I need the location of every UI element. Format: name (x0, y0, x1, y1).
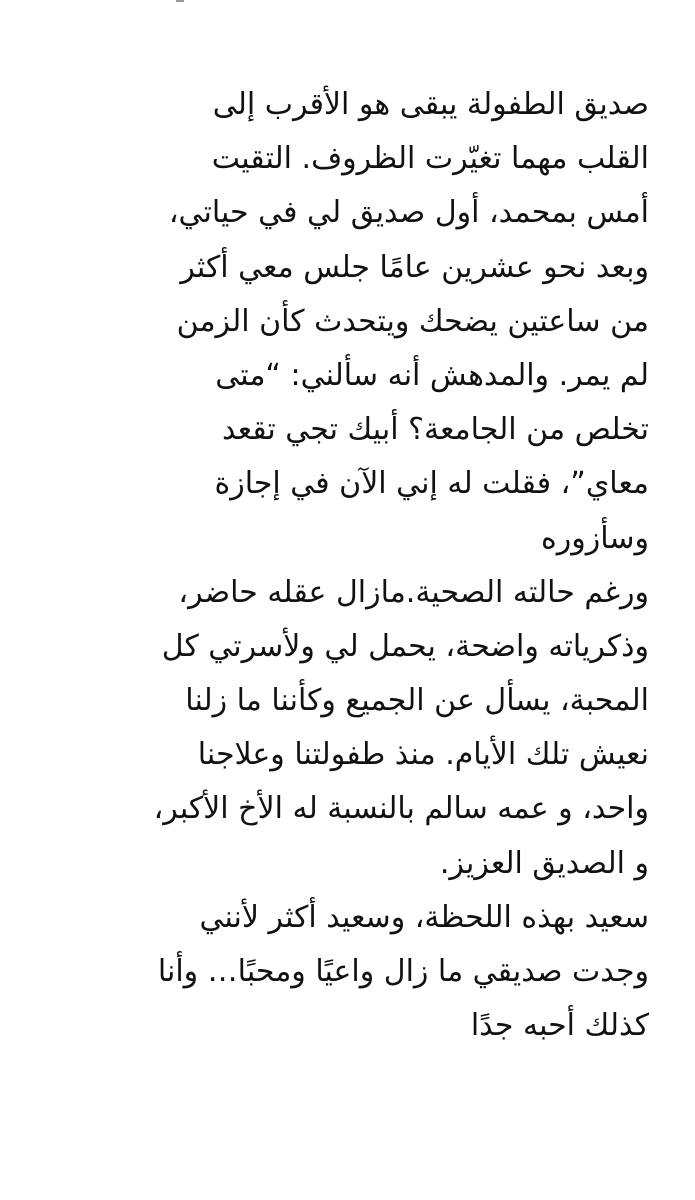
note-line: ورغم حالته الصحية.مازال عقله حاضر، (178, 574, 649, 610)
note-line: وذكرياته واضحة، يحمل لي ولأسرتي كل (161, 628, 649, 664)
note-line: المحبة، يسأل عن الجميع وكأننا ما زلنا (185, 683, 649, 719)
note-line: نعيش تلك الأيام. منذ طفولتنا وعلاجنا (197, 737, 649, 773)
note-line: القلب مهما تغيّرت الظروف. التقيت (211, 141, 649, 177)
note-line: وبعد نحو عشرين عامًا جلس معي أكثر (180, 249, 649, 285)
note-line: من ساعتين يضحك ويتحدث كأن الزمن (176, 303, 649, 339)
note-body (39, 78, 649, 1053)
note-line: وسأزوره (541, 520, 649, 556)
note-line: سعيد بهذه اللحظة، وسعيد أكثر لأنني (199, 899, 649, 935)
note-line: صديق الطفولة يبقى هو الأقرب إلى (212, 87, 649, 122)
note-line: أمس بمحمد، أول صديق لي في حياتي، (168, 195, 649, 231)
status-bar-remnant (176, 0, 184, 2)
note-line: معاي”، فقلت له إني الآن في إجازة (214, 466, 649, 502)
note-line: و الصديق العزيز. (439, 845, 649, 881)
note-line: وجدت صديقي ما زال واعيًا ومحبًا… وأنا (157, 954, 649, 989)
note-line: كذلك أحبه جدًا (470, 1008, 649, 1044)
note-line: واحد، و عمه سالم بالنسبة له الأخ الأكبر، (153, 791, 649, 827)
note-line: لم يمر. والمدهش أنه سألني: “متى (215, 357, 649, 393)
note-line: تخلص من الجامعة؟ أبيك تجي تقعد (221, 412, 649, 448)
